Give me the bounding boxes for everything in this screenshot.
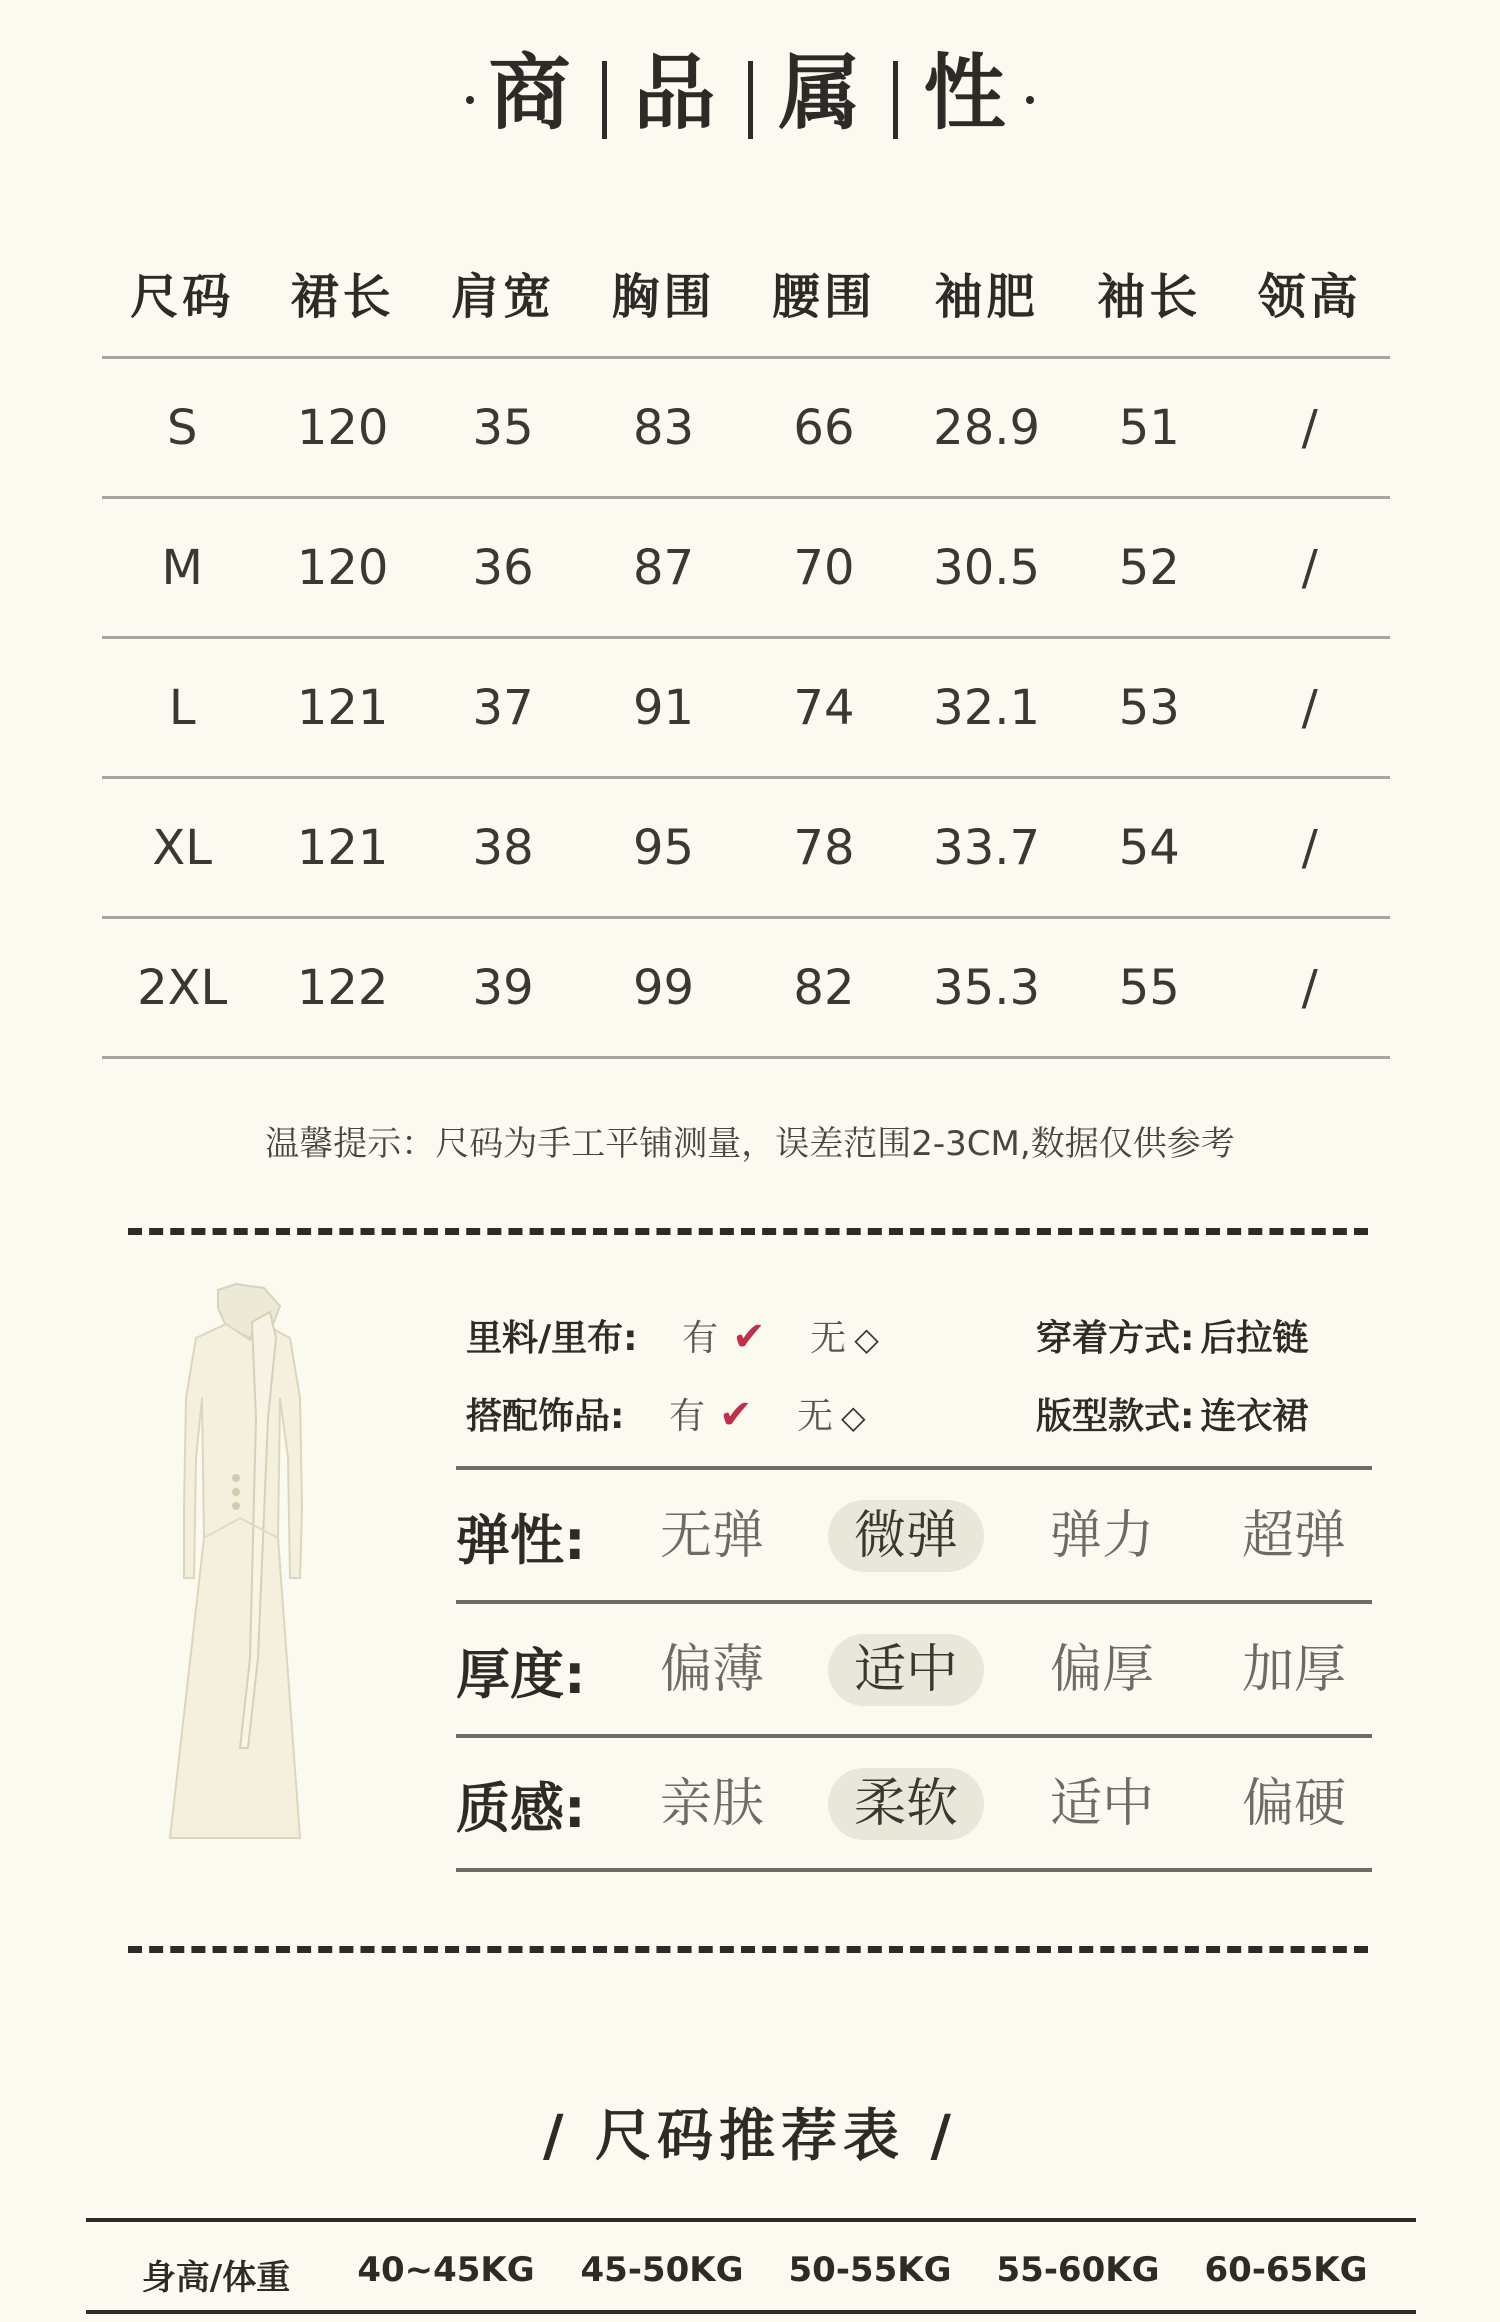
dashed-divider bbox=[128, 1228, 1368, 1235]
title-separator bbox=[893, 61, 898, 139]
thickness-option: 加厚 bbox=[1241, 1640, 1346, 1700]
wear-label: 穿着方式: bbox=[1036, 1318, 1195, 1359]
style-label: 版型款式: bbox=[1036, 1396, 1195, 1437]
title-char: 商 bbox=[488, 45, 577, 141]
table-cell: 91 bbox=[583, 638, 743, 778]
table-cell: 30.5 bbox=[904, 498, 1069, 638]
table-cell: 83 bbox=[583, 358, 743, 498]
thickness-option-selected: 适中 bbox=[828, 1634, 984, 1706]
measurement-tip: 温馨提示：尺码为手工平铺测量，误差范围2-3CM,数据仅供参考 bbox=[265, 1124, 1235, 1164]
title-separator bbox=[748, 61, 753, 139]
texture-row bbox=[456, 1738, 1372, 1872]
texture-label: 质感: bbox=[456, 1777, 586, 1840]
table-cell: / bbox=[1229, 778, 1390, 918]
table-cell: 120 bbox=[262, 358, 422, 498]
table-cell: 2XL bbox=[102, 918, 262, 1058]
accessory-label: 搭配饰品: bbox=[466, 1396, 625, 1437]
table-cell: 52 bbox=[1069, 498, 1229, 638]
dashed-divider bbox=[128, 1946, 1368, 1953]
table-cell: 121 bbox=[262, 638, 422, 778]
table-row bbox=[102, 778, 1390, 918]
table-cell: 87 bbox=[583, 498, 743, 638]
weight-column: 55-60KG bbox=[996, 2250, 1160, 2290]
weight-column: 60-65KG bbox=[1204, 2250, 1368, 2290]
recommend-header-label: 身高/体重 bbox=[141, 2258, 291, 2298]
elasticity-option: 超弹 bbox=[1241, 1506, 1346, 1566]
check-icon: ✔ bbox=[732, 1314, 766, 1360]
header-bust: 胸围 bbox=[583, 228, 743, 358]
recommend-top-rule bbox=[86, 2218, 1416, 2222]
recommend-title: / 尺码推荐表 / bbox=[543, 2104, 957, 2169]
table-cell: L bbox=[102, 638, 262, 778]
table-cell: / bbox=[1229, 358, 1390, 498]
page-title bbox=[0, 28, 1500, 145]
table-cell: 32.1 bbox=[904, 638, 1069, 778]
table-cell: 35 bbox=[423, 358, 583, 498]
header-sleeve-width: 袖肥 bbox=[904, 228, 1069, 358]
recommend-bottom-rule bbox=[86, 2310, 1416, 2314]
header-sleeve-length: 袖长 bbox=[1069, 228, 1229, 358]
table-row bbox=[102, 358, 1390, 498]
style-type bbox=[1030, 1388, 1308, 1439]
table-row bbox=[102, 918, 1390, 1058]
thickness-option: 偏薄 bbox=[659, 1640, 764, 1700]
table-cell: 99 bbox=[583, 918, 743, 1058]
weight-column: 50-55KG bbox=[788, 2250, 952, 2290]
elasticity-option: 无弹 bbox=[659, 1506, 764, 1566]
table-cell: / bbox=[1229, 498, 1390, 638]
elasticity-label: 弹性: bbox=[456, 1509, 586, 1572]
texture-option: 偏硬 bbox=[1241, 1774, 1346, 1834]
elasticity-option-selected: 微弹 bbox=[828, 1500, 984, 1572]
table-cell: 28.9 bbox=[904, 358, 1069, 498]
weight-column: 40~45KG bbox=[357, 2250, 535, 2290]
elasticity-option: 弹力 bbox=[1049, 1506, 1154, 1566]
accessory-no: 无 bbox=[797, 1396, 834, 1437]
table-cell: XL bbox=[102, 778, 262, 918]
wear-method bbox=[1030, 1310, 1308, 1361]
weight-column: 45-50KG bbox=[580, 2250, 744, 2290]
header-size: 尺码 bbox=[102, 228, 262, 358]
size-table-header bbox=[102, 228, 1390, 358]
table-cell: S bbox=[102, 358, 262, 498]
table-cell: 38 bbox=[423, 778, 583, 918]
wear-value: 后拉链 bbox=[1200, 1318, 1309, 1359]
table-cell: 37 bbox=[423, 638, 583, 778]
table-cell: 121 bbox=[262, 778, 422, 918]
table-row bbox=[102, 498, 1390, 638]
table-cell: 122 bbox=[262, 918, 422, 1058]
style-value: 连衣裙 bbox=[1200, 1396, 1309, 1437]
diamond-icon: ◇ bbox=[841, 1398, 866, 1436]
header-shoulder: 肩宽 bbox=[423, 228, 583, 358]
check-icon: ✔ bbox=[718, 1392, 753, 1438]
diamond-icon: ◇ bbox=[854, 1320, 879, 1358]
table-cell: / bbox=[1229, 638, 1390, 778]
table-cell: M bbox=[102, 498, 262, 638]
title-dot bbox=[466, 96, 474, 104]
texture-option: 适中 bbox=[1049, 1774, 1154, 1834]
table-cell: 35.3 bbox=[904, 918, 1069, 1058]
header-waist: 腰围 bbox=[744, 228, 904, 358]
texture-option-selected: 柔软 bbox=[828, 1768, 984, 1840]
table-cell: 55 bbox=[1069, 918, 1229, 1058]
lining-no: 无 bbox=[810, 1318, 847, 1359]
table-cell: 120 bbox=[262, 498, 422, 638]
table-cell: 33.7 bbox=[904, 778, 1069, 918]
table-cell: 39 bbox=[423, 918, 583, 1058]
thickness-row bbox=[456, 1604, 1372, 1738]
table-cell: 36 bbox=[423, 498, 583, 638]
table-cell: 82 bbox=[744, 918, 904, 1058]
title-separator bbox=[602, 61, 607, 139]
table-row bbox=[102, 638, 1390, 778]
table-cell: 78 bbox=[744, 778, 904, 918]
accessory-row bbox=[466, 1388, 866, 1439]
title-char: 品 bbox=[633, 45, 722, 141]
size-table bbox=[102, 228, 1390, 1059]
lining-label: 里料/里布: bbox=[466, 1318, 638, 1359]
lining-yes: 有 bbox=[682, 1318, 719, 1359]
elasticity-row bbox=[456, 1470, 1372, 1604]
header-collar-height: 领高 bbox=[1229, 228, 1390, 358]
table-cell: 95 bbox=[583, 778, 743, 918]
accessory-yes: 有 bbox=[668, 1396, 705, 1437]
recommend-title-text: 尺码推荐表 bbox=[595, 2104, 905, 2169]
lining-row bbox=[466, 1310, 879, 1361]
table-cell: 70 bbox=[744, 498, 904, 638]
texture-option: 亲肤 bbox=[659, 1774, 764, 1834]
title-char: 属 bbox=[778, 45, 867, 141]
table-cell: 53 bbox=[1069, 638, 1229, 778]
title-dot bbox=[1026, 96, 1034, 104]
thickness-option: 偏厚 bbox=[1049, 1640, 1154, 1700]
table-cell: 51 bbox=[1069, 358, 1229, 498]
table-cell: 54 bbox=[1069, 778, 1229, 918]
header-skirt-length: 裙长 bbox=[262, 228, 422, 358]
table-cell: / bbox=[1229, 918, 1390, 1058]
recommend-header-row bbox=[86, 2244, 1416, 2304]
title-char: 性 bbox=[923, 45, 1012, 141]
dress-image bbox=[140, 1278, 350, 1868]
table-cell: 66 bbox=[744, 358, 904, 498]
thickness-label: 厚度: bbox=[456, 1643, 586, 1706]
table-cell: 74 bbox=[744, 638, 904, 778]
